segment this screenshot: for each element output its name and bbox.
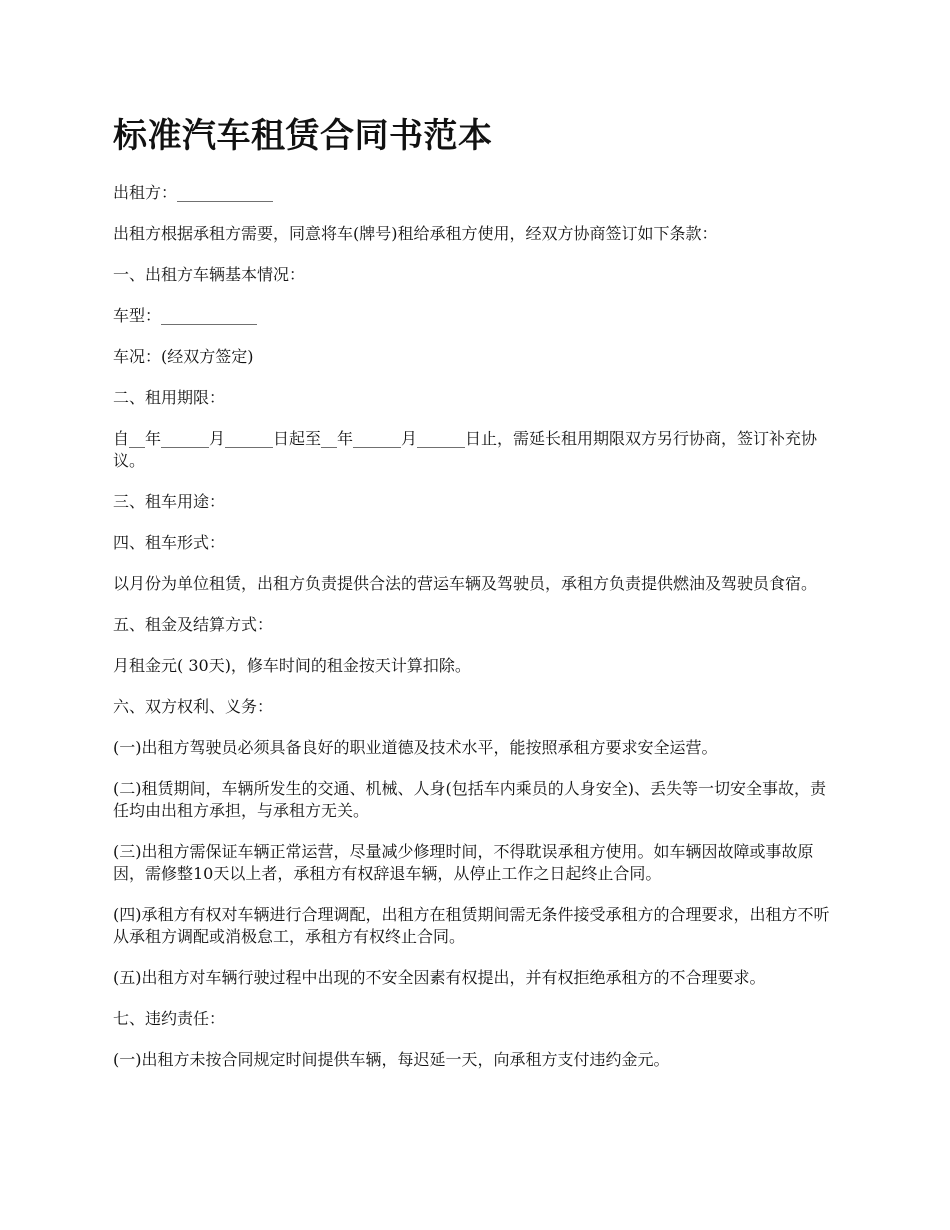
section-heading-rights-obligations: 六、双方权利、义务： — [113, 697, 274, 716]
section-heading-rental-period: 二、租用期限： — [113, 388, 226, 407]
paragraph-lessor: 出租方：____________ — [113, 183, 274, 202]
clause-rights-4: (四)承租方有权对车辆进行合理调配，出租方在租赁期间需无条件接受承租方的合理要求，出租方不听从承租方调配或消极怠工，承租方有权终止合同。 — [113, 905, 830, 946]
section-heading-rental-purpose: 三、租车用途： — [113, 492, 226, 511]
paragraph-intro: 出租方根据承租方需要，同意将车(牌号)租给承租方使用，经双方协商签订如下条款： — [113, 224, 718, 243]
paragraph-rental-period: 自__年______月______日起至__年______月______日止，需延长租用期限双方另行协商，签订补充协议。 — [113, 429, 818, 470]
clause-rights-2: (二)租赁期间，车辆所发生的交通、机械、人身(包括车内乘员的人身安全)、丢失等一切安全事故，责任均由出租方承担，与承租方无关。 — [113, 779, 826, 820]
section-heading-rental-form: 四、租车形式： — [113, 533, 226, 552]
paragraph-vehicle-model: 车型：____________ — [113, 306, 258, 325]
section-heading-vehicle-info: 一、出租方车辆基本情况： — [113, 265, 306, 284]
clause-rights-1: (一)出租方驾驶员必须具备良好的职业道德及技术水平，能按照承租方要求安全运营。 — [113, 738, 718, 757]
clause-rights-3: (三)出租方需保证车辆正常运营，尽量减少修理时间，不得耽误承租方使用。如车辆因故障或事故原因，需修整10天以上者，承租方有权辞退车辆，从停止工作之日起终止合同。 — [113, 842, 814, 883]
section-heading-rent-settlement: 五、租金及结算方式： — [113, 615, 274, 634]
section-heading-breach-liability: 七、违约责任： — [113, 1009, 226, 1028]
document-page — [113, 112, 837, 1090]
document-title: 标准汽车租赁合同书范本 — [113, 116, 493, 156]
paragraph-rent-settlement: 月租金元( 30天)，修车时间的租金按天计算扣除。 — [113, 656, 471, 675]
paragraph-rental-form: 以月份为单位租赁，出租方负责提供合法的营运车辆及驾驶员，承租方负责提供燃油及驾驶员食宿。 — [113, 574, 818, 593]
clause-breach-1: (一)出租方未按合同规定时间提供车辆，每迟延一天，向承租方支付违约金元。 — [113, 1050, 670, 1069]
clause-rights-5: (五)出租方对车辆行驶过程中出现的不安全因素有权提出，并有权拒绝承租方的不合理要求。 — [113, 968, 766, 987]
paragraph-vehicle-condition: 车况：(经双方签定) — [113, 347, 254, 366]
